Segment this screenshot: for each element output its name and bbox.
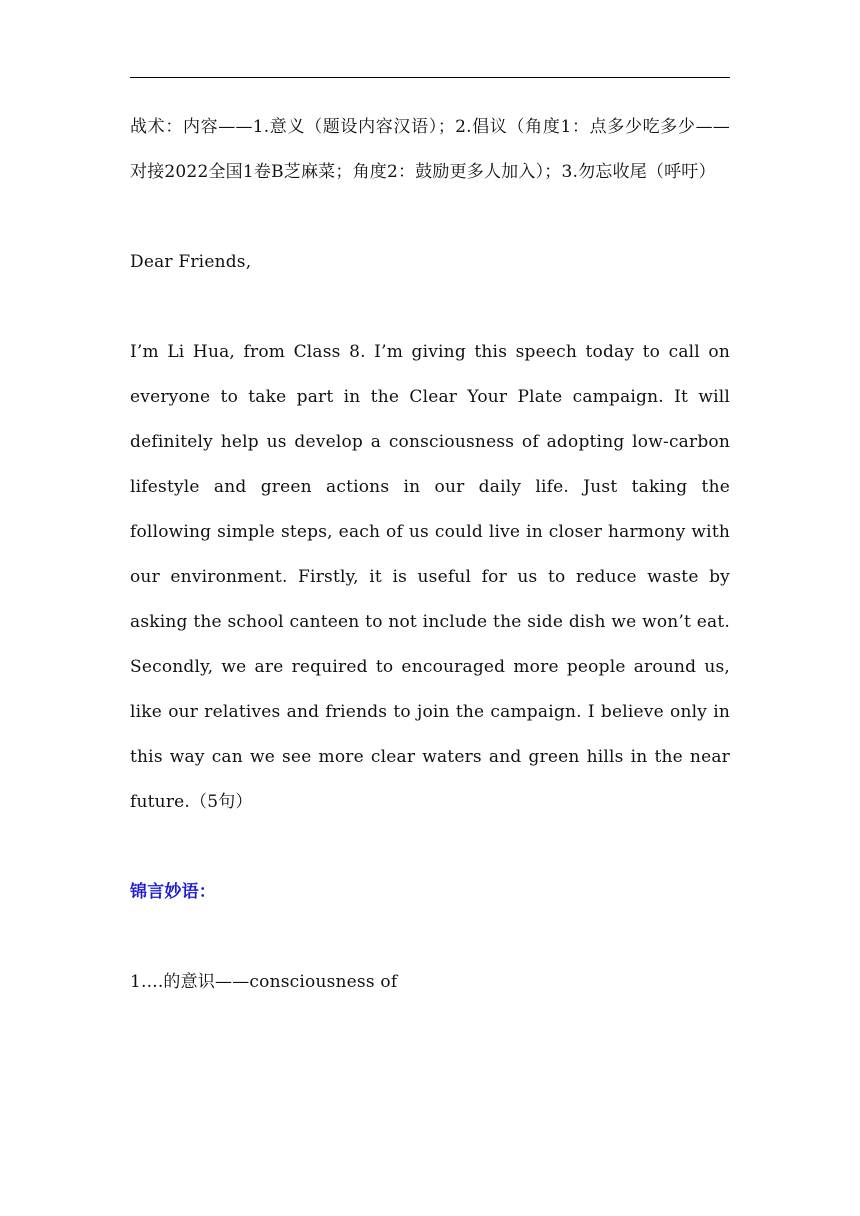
phrase-item: 1....的意识——consciousness of (130, 972, 398, 992)
section-title: 锦言妙语： (130, 882, 216, 902)
header-rule (130, 77, 730, 78)
letter-greeting: Dear Friends, (130, 252, 252, 272)
letter-body: I’m Li Hua, from Class 8. I’m giving this speech today to call on everyone to take part in the Clear Your Plate campaign. It will definitely help us develop a consciousness of adopting low-carbon lifestyle and green actions in our daily life. Just taking the following simple steps, each of us could live in closer harmony with our environment. Firstly, it is useful for us to reduce waste by asking the school canteen to not include the side dish we won’t eat. Secondly, we are required to encouraged more people around us, like our relatives and friends to join the campaign. I believe only in this way can we see more clear waters and green hills in the near future.（5句） (130, 342, 730, 812)
document-content (130, 105, 730, 1005)
tactics-paragraph: 战术：内容——1.意义（题设内容汉语）；2.倡议（角度1：点多少吃多少——对接2022全国1卷B芝麻菜；角度2：鼓励更多人加入）；3.勿忘收尾（呼吁） (130, 117, 730, 182)
